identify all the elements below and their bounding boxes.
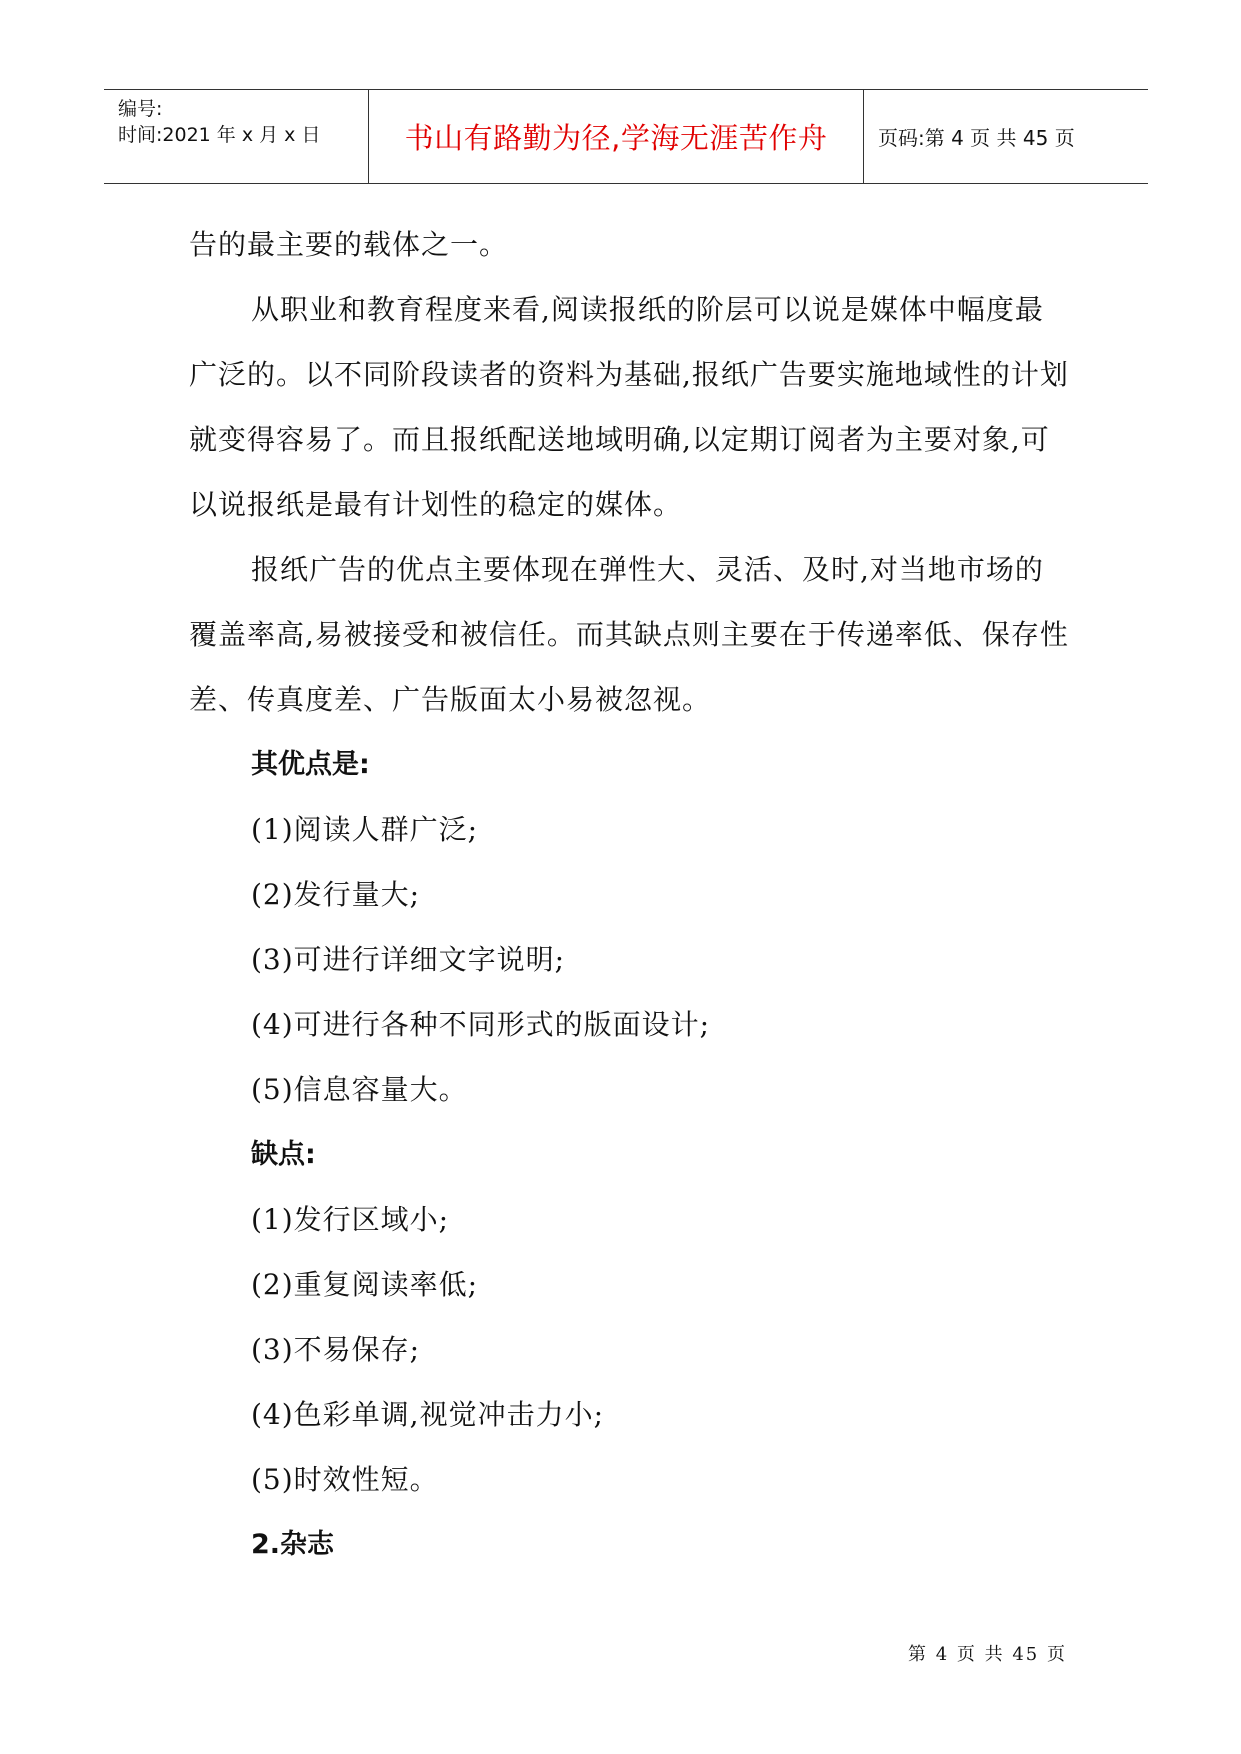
header-page-cell [864,90,1148,183]
disadvantage-item: (1)发行区域小; [251,1203,450,1236]
document-number-label: 编号: [118,98,163,120]
header-meta-cell [104,90,369,183]
section-heading: 2.杂志 [251,1529,335,1560]
document-body [189,212,1069,1577]
header-motto-cell [369,90,864,183]
advantage-item: (2)发行量大; [251,878,421,911]
disadvantages-heading: 缺点: [251,1139,316,1170]
page-header [104,89,1148,184]
advantage-item: (1)阅读人群广泛; [251,813,479,846]
paragraph-continuation: 告的最主要的载体之一。 [189,228,509,261]
disadvantage-item: (3)不易保存; [251,1333,421,1366]
advantage-item: (5)信息容量大。 [251,1073,468,1106]
advantages-heading: 其优点是: [251,749,370,780]
document-time-label: 时间:2021 年 x 月 x 日 [118,124,321,146]
disadvantage-item: (4)色彩单调,视觉冲击力小; [251,1398,604,1431]
header-page-info: 页码:第 4 页 共 45 页 [878,126,1075,150]
advantage-item: (4)可进行各种不同形式的版面设计; [251,1008,711,1041]
paragraph-pros-cons: 报纸广告的优点主要体现在弹性大、灵活、及时,对当地市场的覆盖率高,易被接受和被信任。而其缺点则主要在于传递率低、保存性差、传真度差、广告版面太小易被忽视。 [189,553,1069,716]
advantage-item: (3)可进行详细文字说明; [251,943,566,976]
paragraph-readership: 从职业和教育程度来看,阅读报纸的阶层可以说是媒体中幅度最广泛的。以不同阶段读者的资料为基础,报纸广告要实施地域性的计划就变得容易了。而且报纸配送地域明确,以定期订阅者为主要对象,可以说报纸是最有计划性的稳定的媒体。 [189,293,1069,521]
disadvantage-item: (5)时效性短。 [251,1463,439,1496]
disadvantage-item: (2)重复阅读率低; [251,1268,479,1301]
page-footer: 第 4 页 共 45 页 [908,1644,1067,1665]
header-motto: 书山有路勤为径,学海无涯苦作舟 [404,121,828,155]
